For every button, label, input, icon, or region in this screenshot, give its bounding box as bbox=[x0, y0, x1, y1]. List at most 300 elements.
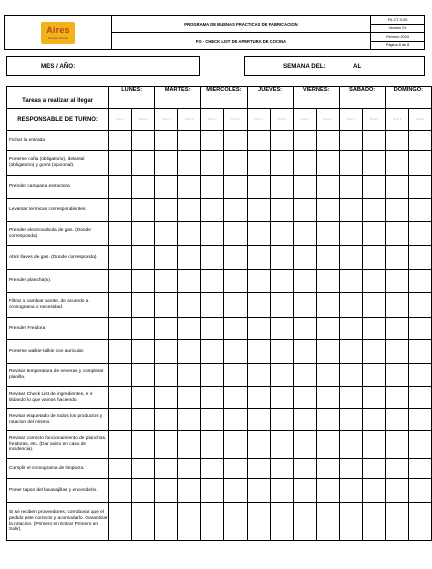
check-cell[interactable] bbox=[362, 131, 385, 151]
check-cell[interactable] bbox=[247, 459, 270, 479]
check-cell[interactable] bbox=[132, 431, 155, 459]
check-cell[interactable] bbox=[224, 246, 247, 270]
check-cell[interactable] bbox=[385, 293, 408, 318]
check-cell[interactable] bbox=[339, 364, 362, 387]
check-cell[interactable] bbox=[316, 431, 339, 459]
check-cell[interactable] bbox=[109, 293, 132, 318]
check-cell[interactable] bbox=[109, 199, 132, 222]
check-cell[interactable] bbox=[247, 340, 270, 364]
check-cell[interactable] bbox=[247, 246, 270, 270]
check-cell[interactable] bbox=[224, 318, 247, 340]
day-header: MARTES: bbox=[155, 87, 201, 109]
task-row bbox=[7, 222, 432, 246]
check-cell[interactable] bbox=[247, 387, 270, 409]
check-cell[interactable] bbox=[316, 199, 339, 222]
day-header: SÁBADO: bbox=[339, 87, 385, 109]
check-cell[interactable] bbox=[270, 151, 293, 176]
check-cell[interactable] bbox=[155, 151, 178, 176]
check-cell[interactable] bbox=[109, 246, 132, 270]
check-cell[interactable] bbox=[270, 176, 293, 199]
check-cell[interactable] bbox=[201, 409, 224, 431]
check-cell[interactable] bbox=[109, 503, 132, 541]
check-cell[interactable] bbox=[293, 431, 316, 459]
task-label: Poner tapon del lavavajillas y encenderlo. bbox=[7, 479, 109, 503]
check-cell[interactable] bbox=[362, 364, 385, 387]
task-label: Prender campana extractora bbox=[7, 176, 109, 199]
task-label: Revisar temperatura de neveras y completar planilla. bbox=[7, 364, 109, 387]
check-cell[interactable] bbox=[316, 503, 339, 541]
check-cell[interactable] bbox=[132, 222, 155, 246]
task-row bbox=[7, 318, 432, 340]
shift-responsible-cell[interactable]: Turno 2 bbox=[270, 109, 293, 131]
shift-responsible-cell[interactable]: Turno 2 bbox=[224, 109, 247, 131]
check-cell[interactable] bbox=[109, 387, 132, 409]
check-cell[interactable] bbox=[270, 131, 293, 151]
check-cell[interactable] bbox=[247, 131, 270, 151]
task-row bbox=[7, 270, 432, 293]
check-cell[interactable] bbox=[247, 151, 270, 176]
check-cell[interactable] bbox=[293, 459, 316, 479]
check-cell[interactable] bbox=[316, 246, 339, 270]
check-cell[interactable] bbox=[109, 479, 132, 503]
task-label: Prender Freidora bbox=[7, 318, 109, 340]
check-cell[interactable] bbox=[362, 270, 385, 293]
check-cell[interactable] bbox=[339, 222, 362, 246]
check-cell[interactable] bbox=[385, 479, 408, 503]
check-cell[interactable] bbox=[362, 409, 385, 431]
check-cell[interactable] bbox=[316, 318, 339, 340]
task-row bbox=[7, 431, 432, 459]
check-cell[interactable] bbox=[408, 459, 431, 479]
check-cell[interactable] bbox=[132, 479, 155, 503]
check-cell[interactable] bbox=[201, 176, 224, 199]
document-version: Versión 01 bbox=[371, 24, 425, 33]
check-cell[interactable] bbox=[293, 131, 316, 151]
check-cell[interactable] bbox=[224, 387, 247, 409]
task-row bbox=[7, 387, 432, 409]
document-code: FA-CT-0-00 bbox=[371, 16, 425, 25]
check-cell[interactable] bbox=[224, 131, 247, 151]
check-cell[interactable] bbox=[408, 270, 431, 293]
check-cell[interactable] bbox=[155, 318, 178, 340]
check-cell[interactable] bbox=[385, 503, 408, 541]
task-label: Revisar Check List de ingredientes, e ir tildando lo que vamos haciendo. bbox=[7, 387, 109, 409]
check-cell[interactable] bbox=[109, 222, 132, 246]
check-cell[interactable] bbox=[109, 364, 132, 387]
check-cell[interactable] bbox=[155, 459, 178, 479]
shift-responsible-cell[interactable]: Turno 2 bbox=[316, 109, 339, 131]
check-cell[interactable] bbox=[247, 431, 270, 459]
check-cell[interactable] bbox=[155, 222, 178, 246]
check-cell[interactable] bbox=[224, 340, 247, 364]
check-cell[interactable] bbox=[408, 131, 431, 151]
task-label: Revisar correcto funcionamiento de planchas, freidoras, etc. (Dar aviso en caso de incidencia). bbox=[7, 431, 109, 459]
check-cell[interactable] bbox=[293, 293, 316, 318]
check-cell[interactable] bbox=[178, 340, 201, 364]
shift-responsible-cell[interactable]: Turno 1 bbox=[385, 109, 408, 131]
check-cell[interactable] bbox=[408, 503, 431, 541]
check-cell[interactable] bbox=[155, 364, 178, 387]
check-cell[interactable] bbox=[270, 409, 293, 431]
check-cell[interactable] bbox=[362, 340, 385, 364]
check-cell[interactable] bbox=[408, 222, 431, 246]
check-cell[interactable] bbox=[178, 409, 201, 431]
check-cell[interactable] bbox=[247, 270, 270, 293]
check-cell[interactable] bbox=[339, 199, 362, 222]
check-cell[interactable] bbox=[408, 199, 431, 222]
check-cell[interactable] bbox=[362, 431, 385, 459]
task-row bbox=[7, 176, 432, 199]
check-cell[interactable] bbox=[385, 270, 408, 293]
check-cell[interactable] bbox=[362, 459, 385, 479]
check-cell[interactable] bbox=[339, 387, 362, 409]
check-cell[interactable] bbox=[408, 479, 431, 503]
check-cell[interactable] bbox=[293, 318, 316, 340]
check-cell[interactable] bbox=[339, 131, 362, 151]
task-label: Si se reciben proveedores, corroborar que el pedido este correcto y acomodarlo. Garantizar la rotacion. (Primero en Entrar Primero en Salir). bbox=[7, 503, 109, 541]
month-year-field[interactable] bbox=[6, 56, 200, 76]
check-cell[interactable] bbox=[339, 340, 362, 364]
check-cell[interactable] bbox=[178, 222, 201, 246]
check-cell[interactable] bbox=[155, 293, 178, 318]
check-cell[interactable] bbox=[362, 503, 385, 541]
check-cell[interactable] bbox=[224, 176, 247, 199]
check-cell[interactable] bbox=[270, 199, 293, 222]
check-cell[interactable] bbox=[201, 270, 224, 293]
check-cell[interactable] bbox=[178, 318, 201, 340]
check-cell[interactable] bbox=[362, 318, 385, 340]
logo-cell bbox=[5, 16, 112, 50]
check-cell[interactable] bbox=[224, 364, 247, 387]
task-row bbox=[7, 151, 432, 176]
day-header: JUEVES: bbox=[247, 87, 293, 109]
check-cell[interactable] bbox=[132, 131, 155, 151]
check-cell[interactable] bbox=[155, 340, 178, 364]
check-cell[interactable] bbox=[224, 479, 247, 503]
check-cell[interactable] bbox=[270, 431, 293, 459]
document-page: Página 8 de 8 bbox=[371, 41, 425, 50]
check-cell[interactable] bbox=[109, 151, 132, 176]
check-cell[interactable] bbox=[408, 340, 431, 364]
check-cell[interactable] bbox=[385, 222, 408, 246]
week-from-label: SEMANA DEL: bbox=[283, 63, 326, 70]
check-cell[interactable] bbox=[201, 318, 224, 340]
check-cell[interactable] bbox=[385, 176, 408, 199]
check-cell[interactable] bbox=[270, 503, 293, 541]
check-cell[interactable] bbox=[362, 222, 385, 246]
check-cell[interactable] bbox=[201, 246, 224, 270]
check-cell[interactable] bbox=[224, 270, 247, 293]
check-cell[interactable] bbox=[132, 151, 155, 176]
task-row bbox=[7, 293, 432, 318]
check-cell[interactable] bbox=[109, 318, 132, 340]
document-header bbox=[4, 15, 425, 50]
check-cell[interactable] bbox=[339, 176, 362, 199]
check-cell[interactable] bbox=[362, 199, 385, 222]
check-cell[interactable] bbox=[339, 431, 362, 459]
check-cell[interactable] bbox=[178, 479, 201, 503]
check-cell[interactable] bbox=[408, 431, 431, 459]
check-cell[interactable] bbox=[132, 199, 155, 222]
check-cell[interactable] bbox=[247, 293, 270, 318]
shift-responsible-cell[interactable]: Turno 1 bbox=[155, 109, 178, 131]
check-cell[interactable] bbox=[178, 387, 201, 409]
check-cell[interactable] bbox=[362, 176, 385, 199]
check-cell[interactable] bbox=[155, 131, 178, 151]
shift-responsible-cell[interactable]: Turno 1 bbox=[339, 109, 362, 131]
check-cell[interactable] bbox=[408, 246, 431, 270]
check-cell[interactable] bbox=[293, 199, 316, 222]
task-label: Cumplir el cronograma de limpieza. bbox=[7, 459, 109, 479]
check-cell[interactable] bbox=[293, 409, 316, 431]
check-cell[interactable] bbox=[132, 459, 155, 479]
check-cell[interactable] bbox=[132, 246, 155, 270]
check-cell[interactable] bbox=[224, 459, 247, 479]
check-cell[interactable] bbox=[339, 409, 362, 431]
check-cell[interactable] bbox=[109, 459, 132, 479]
responsible-header: RESPONSABLE DE TURNO: bbox=[7, 109, 109, 131]
check-cell[interactable] bbox=[408, 176, 431, 199]
check-cell[interactable] bbox=[316, 151, 339, 176]
check-cell[interactable] bbox=[132, 270, 155, 293]
check-cell[interactable] bbox=[270, 222, 293, 246]
check-cell[interactable] bbox=[293, 479, 316, 503]
check-cell[interactable] bbox=[109, 270, 132, 293]
check-cell[interactable] bbox=[224, 409, 247, 431]
check-cell[interactable] bbox=[408, 409, 431, 431]
check-cell[interactable] bbox=[132, 318, 155, 340]
check-cell[interactable] bbox=[385, 387, 408, 409]
month-year-label: MES / AÑO: bbox=[41, 63, 76, 70]
check-cell[interactable] bbox=[339, 151, 362, 176]
check-cell[interactable] bbox=[201, 431, 224, 459]
day-header: DOMINGO: bbox=[385, 87, 431, 109]
check-cell[interactable] bbox=[155, 431, 178, 459]
shift-responsible-cell[interactable]: Turno 1 bbox=[247, 109, 270, 131]
check-cell[interactable] bbox=[201, 222, 224, 246]
check-cell[interactable] bbox=[316, 270, 339, 293]
check-cell[interactable] bbox=[178, 293, 201, 318]
check-cell[interactable] bbox=[293, 340, 316, 364]
task-label: Ponerse cofia (obligatorio), delantal (obligatorio) y gorra (opcional). bbox=[7, 151, 109, 176]
check-cell[interactable] bbox=[293, 222, 316, 246]
check-cell[interactable] bbox=[247, 364, 270, 387]
shift-responsible-cell[interactable]: Turno 1 bbox=[109, 109, 132, 131]
task-row bbox=[7, 131, 432, 151]
check-cell[interactable] bbox=[178, 503, 201, 541]
check-cell[interactable] bbox=[247, 318, 270, 340]
week-range-field[interactable] bbox=[244, 56, 425, 76]
shift-responsible-cell[interactable]: Turno 2 bbox=[408, 109, 431, 131]
task-row bbox=[7, 479, 432, 503]
check-cell[interactable] bbox=[132, 340, 155, 364]
check-cell[interactable] bbox=[155, 479, 178, 503]
check-cell[interactable] bbox=[201, 459, 224, 479]
check-cell[interactable] bbox=[178, 270, 201, 293]
check-cell[interactable] bbox=[109, 340, 132, 364]
check-cell[interactable] bbox=[270, 364, 293, 387]
day-header: LUNES: bbox=[109, 87, 155, 109]
task-row bbox=[7, 246, 432, 270]
check-cell[interactable] bbox=[362, 151, 385, 176]
check-cell[interactable] bbox=[201, 151, 224, 176]
task-row bbox=[7, 459, 432, 479]
check-cell[interactable] bbox=[316, 459, 339, 479]
check-cell[interactable] bbox=[385, 318, 408, 340]
check-cell[interactable] bbox=[385, 131, 408, 151]
check-cell[interactable] bbox=[408, 364, 431, 387]
check-cell[interactable] bbox=[109, 131, 132, 151]
check-cell[interactable] bbox=[339, 293, 362, 318]
check-cell[interactable] bbox=[201, 131, 224, 151]
check-cell[interactable] bbox=[408, 293, 431, 318]
check-cell[interactable] bbox=[155, 409, 178, 431]
check-cell[interactable] bbox=[247, 503, 270, 541]
check-cell[interactable] bbox=[178, 459, 201, 479]
check-cell[interactable] bbox=[201, 199, 224, 222]
check-cell[interactable] bbox=[293, 503, 316, 541]
check-cell[interactable] bbox=[316, 293, 339, 318]
check-cell[interactable] bbox=[408, 151, 431, 176]
check-cell[interactable] bbox=[201, 340, 224, 364]
check-cell[interactable] bbox=[132, 387, 155, 409]
check-cell[interactable] bbox=[178, 151, 201, 176]
check-cell[interactable] bbox=[293, 246, 316, 270]
check-cell[interactable] bbox=[224, 503, 247, 541]
check-cell[interactable] bbox=[155, 176, 178, 199]
task-label: Filtrar o cambiar aceite, de acuerdo a cronograma o necesidad. bbox=[7, 293, 109, 318]
check-cell[interactable] bbox=[408, 318, 431, 340]
check-cell[interactable] bbox=[132, 293, 155, 318]
check-cell[interactable] bbox=[270, 479, 293, 503]
check-cell[interactable] bbox=[109, 409, 132, 431]
check-cell[interactable] bbox=[224, 151, 247, 176]
check-cell[interactable] bbox=[339, 270, 362, 293]
program-title: PROGRAMA DE BUENAS PRACTICAS DE FABRICACION bbox=[112, 16, 371, 33]
check-cell[interactable] bbox=[339, 246, 362, 270]
check-cell[interactable] bbox=[339, 503, 362, 541]
check-cell[interactable] bbox=[224, 222, 247, 246]
shift-responsible-cell[interactable]: Turno 1 bbox=[201, 109, 224, 131]
check-cell[interactable] bbox=[132, 364, 155, 387]
check-cell[interactable] bbox=[178, 431, 201, 459]
check-cell[interactable] bbox=[109, 176, 132, 199]
check-cell[interactable] bbox=[316, 387, 339, 409]
check-cell[interactable] bbox=[385, 364, 408, 387]
check-cell[interactable] bbox=[132, 409, 155, 431]
check-cell[interactable] bbox=[316, 364, 339, 387]
check-cell[interactable] bbox=[316, 222, 339, 246]
check-cell[interactable] bbox=[339, 318, 362, 340]
check-cell[interactable] bbox=[201, 479, 224, 503]
week-to-label: AL bbox=[353, 63, 362, 70]
check-cell[interactable] bbox=[247, 479, 270, 503]
check-cell[interactable] bbox=[155, 199, 178, 222]
check-cell[interactable] bbox=[293, 151, 316, 176]
check-cell[interactable] bbox=[339, 459, 362, 479]
check-cell[interactable] bbox=[385, 459, 408, 479]
check-cell[interactable] bbox=[385, 340, 408, 364]
check-cell[interactable] bbox=[385, 246, 408, 270]
check-cell[interactable] bbox=[247, 409, 270, 431]
tasks-header: Tareas a realizar al llegar bbox=[7, 87, 109, 109]
check-cell[interactable] bbox=[316, 176, 339, 199]
check-cell[interactable] bbox=[155, 270, 178, 293]
check-cell[interactable] bbox=[316, 409, 339, 431]
check-cell[interactable] bbox=[316, 340, 339, 364]
check-cell[interactable] bbox=[178, 131, 201, 151]
check-cell[interactable] bbox=[293, 387, 316, 409]
check-cell[interactable] bbox=[201, 293, 224, 318]
check-cell[interactable] bbox=[224, 293, 247, 318]
check-cell[interactable] bbox=[178, 176, 201, 199]
check-cell[interactable] bbox=[385, 199, 408, 222]
check-cell[interactable] bbox=[270, 387, 293, 409]
check-cell[interactable] bbox=[270, 459, 293, 479]
check-cell[interactable] bbox=[270, 318, 293, 340]
check-cell[interactable] bbox=[201, 364, 224, 387]
check-cell[interactable] bbox=[362, 479, 385, 503]
shift-responsible-cell[interactable]: Turno 2 bbox=[132, 109, 155, 131]
check-cell[interactable] bbox=[178, 246, 201, 270]
check-cell[interactable] bbox=[270, 246, 293, 270]
check-cell[interactable] bbox=[339, 479, 362, 503]
check-cell[interactable] bbox=[385, 151, 408, 176]
check-cell[interactable] bbox=[178, 364, 201, 387]
check-cell[interactable] bbox=[316, 479, 339, 503]
check-cell[interactable] bbox=[270, 293, 293, 318]
check-cell[interactable] bbox=[385, 409, 408, 431]
task-row bbox=[7, 364, 432, 387]
check-cell[interactable] bbox=[224, 431, 247, 459]
check-cell[interactable] bbox=[293, 176, 316, 199]
check-cell[interactable] bbox=[109, 431, 132, 459]
check-cell[interactable] bbox=[362, 246, 385, 270]
shift-responsible-cell[interactable]: Turno 1 bbox=[293, 109, 316, 131]
shift-responsible-cell[interactable]: Turno 2 bbox=[362, 109, 385, 131]
check-cell[interactable] bbox=[408, 387, 431, 409]
check-cell[interactable] bbox=[155, 246, 178, 270]
checklist-table bbox=[6, 86, 432, 541]
check-cell[interactable] bbox=[293, 270, 316, 293]
day-header: MIÉRCOLES: bbox=[201, 87, 247, 109]
check-cell[interactable] bbox=[316, 131, 339, 151]
task-label: Revisar etiquetado de todos los productos y rotacion del mismo. bbox=[7, 409, 109, 431]
check-cell[interactable] bbox=[270, 270, 293, 293]
form-title: FO - CHECK LIST DE APERTURA DE COCINA bbox=[112, 33, 371, 50]
check-cell[interactable] bbox=[270, 340, 293, 364]
task-label: Levantar termicas correspondientes. bbox=[7, 199, 109, 222]
check-cell[interactable] bbox=[224, 199, 247, 222]
check-cell[interactable] bbox=[178, 199, 201, 222]
check-cell[interactable] bbox=[201, 503, 224, 541]
check-cell[interactable] bbox=[385, 431, 408, 459]
check-cell[interactable] bbox=[201, 387, 224, 409]
check-cell[interactable] bbox=[362, 293, 385, 318]
check-cell[interactable] bbox=[132, 176, 155, 199]
check-cell[interactable] bbox=[155, 387, 178, 409]
check-cell[interactable] bbox=[247, 176, 270, 199]
shift-responsible-cell[interactable]: Turno 2 bbox=[178, 109, 201, 131]
check-cell[interactable] bbox=[362, 387, 385, 409]
check-cell[interactable] bbox=[247, 222, 270, 246]
task-label: Fichar la entrada bbox=[7, 131, 109, 151]
check-cell[interactable] bbox=[132, 503, 155, 541]
check-cell[interactable] bbox=[293, 364, 316, 387]
task-row bbox=[7, 409, 432, 431]
check-cell[interactable] bbox=[247, 199, 270, 222]
check-cell[interactable] bbox=[155, 503, 178, 541]
